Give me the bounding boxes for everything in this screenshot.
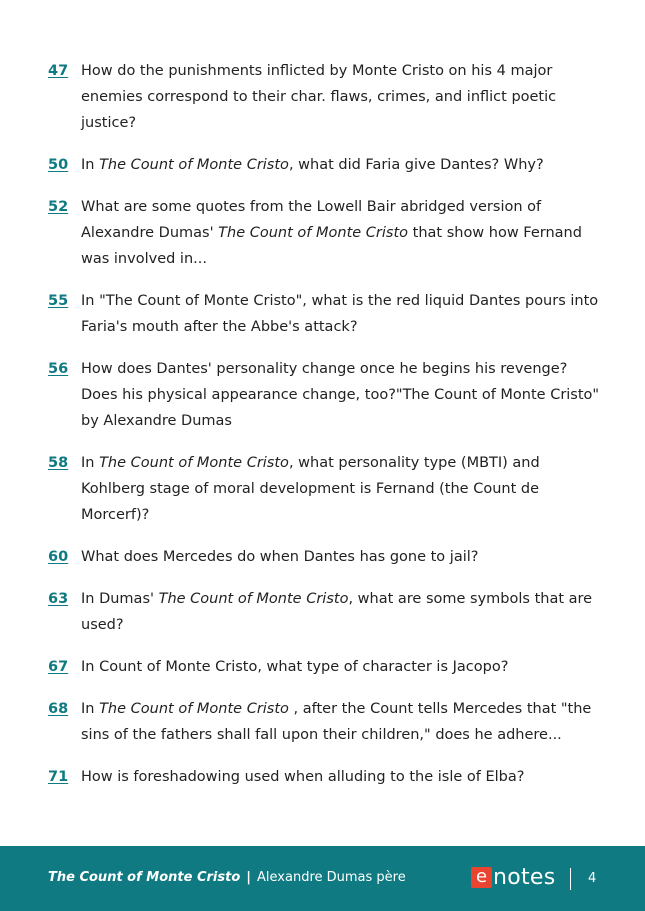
enotes-logo[interactable] [471, 865, 556, 889]
question-text [81, 544, 478, 570]
question-book-title: The Count of Monte Cristo [158, 591, 349, 607]
question-text [81, 764, 524, 790]
question-text-segment: What are some quotes from the Lowell Bair abridged version of Alexandre Dumas' [81, 199, 542, 241]
question-text [81, 654, 508, 680]
footer-book-title: The Count of Monte Cristo [48, 870, 241, 885]
question-text-segment: that show how Fernand was involved in... [81, 225, 582, 267]
question-number-link[interactable]: 56 [48, 361, 69, 377]
question-text-segment: , what did Faria give Dantes? Why? [288, 157, 544, 173]
enotes-logo-text: notes [493, 864, 556, 890]
question-book-title: The Count of Monte Cristo [218, 225, 409, 241]
question-text [81, 696, 608, 748]
question-text-segment: How do the punishments inflicted by Monte Cristo on his 4 major enemies correspond to their char. flaws, crimes, and inflict poetic justice? [81, 63, 557, 131]
question-text-segment: In "The Count of Monte Cristo", what is the red liquid Dantes pours into Faria's mouth after the Abbe's attack? [81, 293, 599, 335]
footer-divider [570, 868, 571, 890]
question-text [81, 152, 544, 178]
question-item [48, 544, 608, 570]
question-number-link[interactable]: 52 [48, 199, 69, 215]
question-item [48, 764, 608, 790]
footer-book-info [48, 870, 406, 885]
question-book-title: The Count of Monte Cristo [99, 701, 289, 717]
question-text-segment: In [81, 157, 100, 173]
page-number: 4 [588, 871, 597, 886]
question-number-link[interactable]: 63 [48, 591, 69, 607]
question-number-link[interactable]: 60 [48, 549, 69, 565]
question-item [48, 58, 608, 136]
question-item [48, 194, 608, 272]
question-item [48, 152, 608, 178]
question-text [81, 450, 608, 528]
question-text-segment: In Count of Monte Cristo, what type of character is Jacopo? [81, 659, 509, 675]
question-number-link[interactable]: 71 [48, 769, 69, 785]
question-number-link[interactable]: 47 [48, 63, 69, 79]
question-text-segment: How is foreshadowing used when alluding to the isle of Elba? [81, 769, 525, 785]
question-text [81, 288, 608, 340]
question-item [48, 654, 608, 680]
question-item [48, 450, 608, 528]
question-text [81, 58, 608, 136]
question-number-link[interactable]: 68 [48, 701, 69, 717]
question-number-link[interactable]: 58 [48, 455, 69, 471]
question-text-segment: In [81, 455, 100, 471]
question-item [48, 288, 608, 340]
question-list [48, 58, 608, 806]
question-text-segment: What does Mercedes do when Dantes has gone to jail? [81, 549, 479, 565]
question-text [81, 194, 608, 272]
question-number-link[interactable]: 67 [48, 659, 69, 675]
enotes-logo-e-icon: e [471, 867, 492, 888]
question-text-segment: , after the Count tells Mercedes that "the sins of the fathers shall fall upon their children," does he adhere... [81, 701, 592, 743]
question-text-segment: How does Dantes' personality change once he begins his revenge? Does his physical appearance change, too?"The Count of Monte Cristo" by Alexandre Dumas [81, 361, 600, 429]
question-number-link[interactable]: 55 [48, 293, 69, 309]
footer-separator: | [246, 870, 252, 885]
footer-bar [0, 846, 645, 911]
question-text-segment: , what are some symbols that are used? [81, 591, 593, 633]
question-book-title: The Count of Monte Cristo [99, 157, 289, 173]
question-book-title: The Count of Monte Cristo [99, 455, 289, 471]
question-text-segment: In Dumas' [81, 591, 159, 607]
question-text-segment: , what personality type (MBTI) and Kohlberg stage of moral development is Fernand (the Count de Morcerf)? [81, 455, 540, 523]
question-item [48, 356, 608, 434]
question-item [48, 586, 608, 638]
question-text-segment: In [81, 701, 100, 717]
question-text [81, 586, 608, 638]
question-text [81, 356, 608, 434]
footer-author: Alexandre Dumas père [257, 870, 406, 885]
question-number-link[interactable]: 50 [48, 157, 69, 173]
question-item [48, 696, 608, 748]
